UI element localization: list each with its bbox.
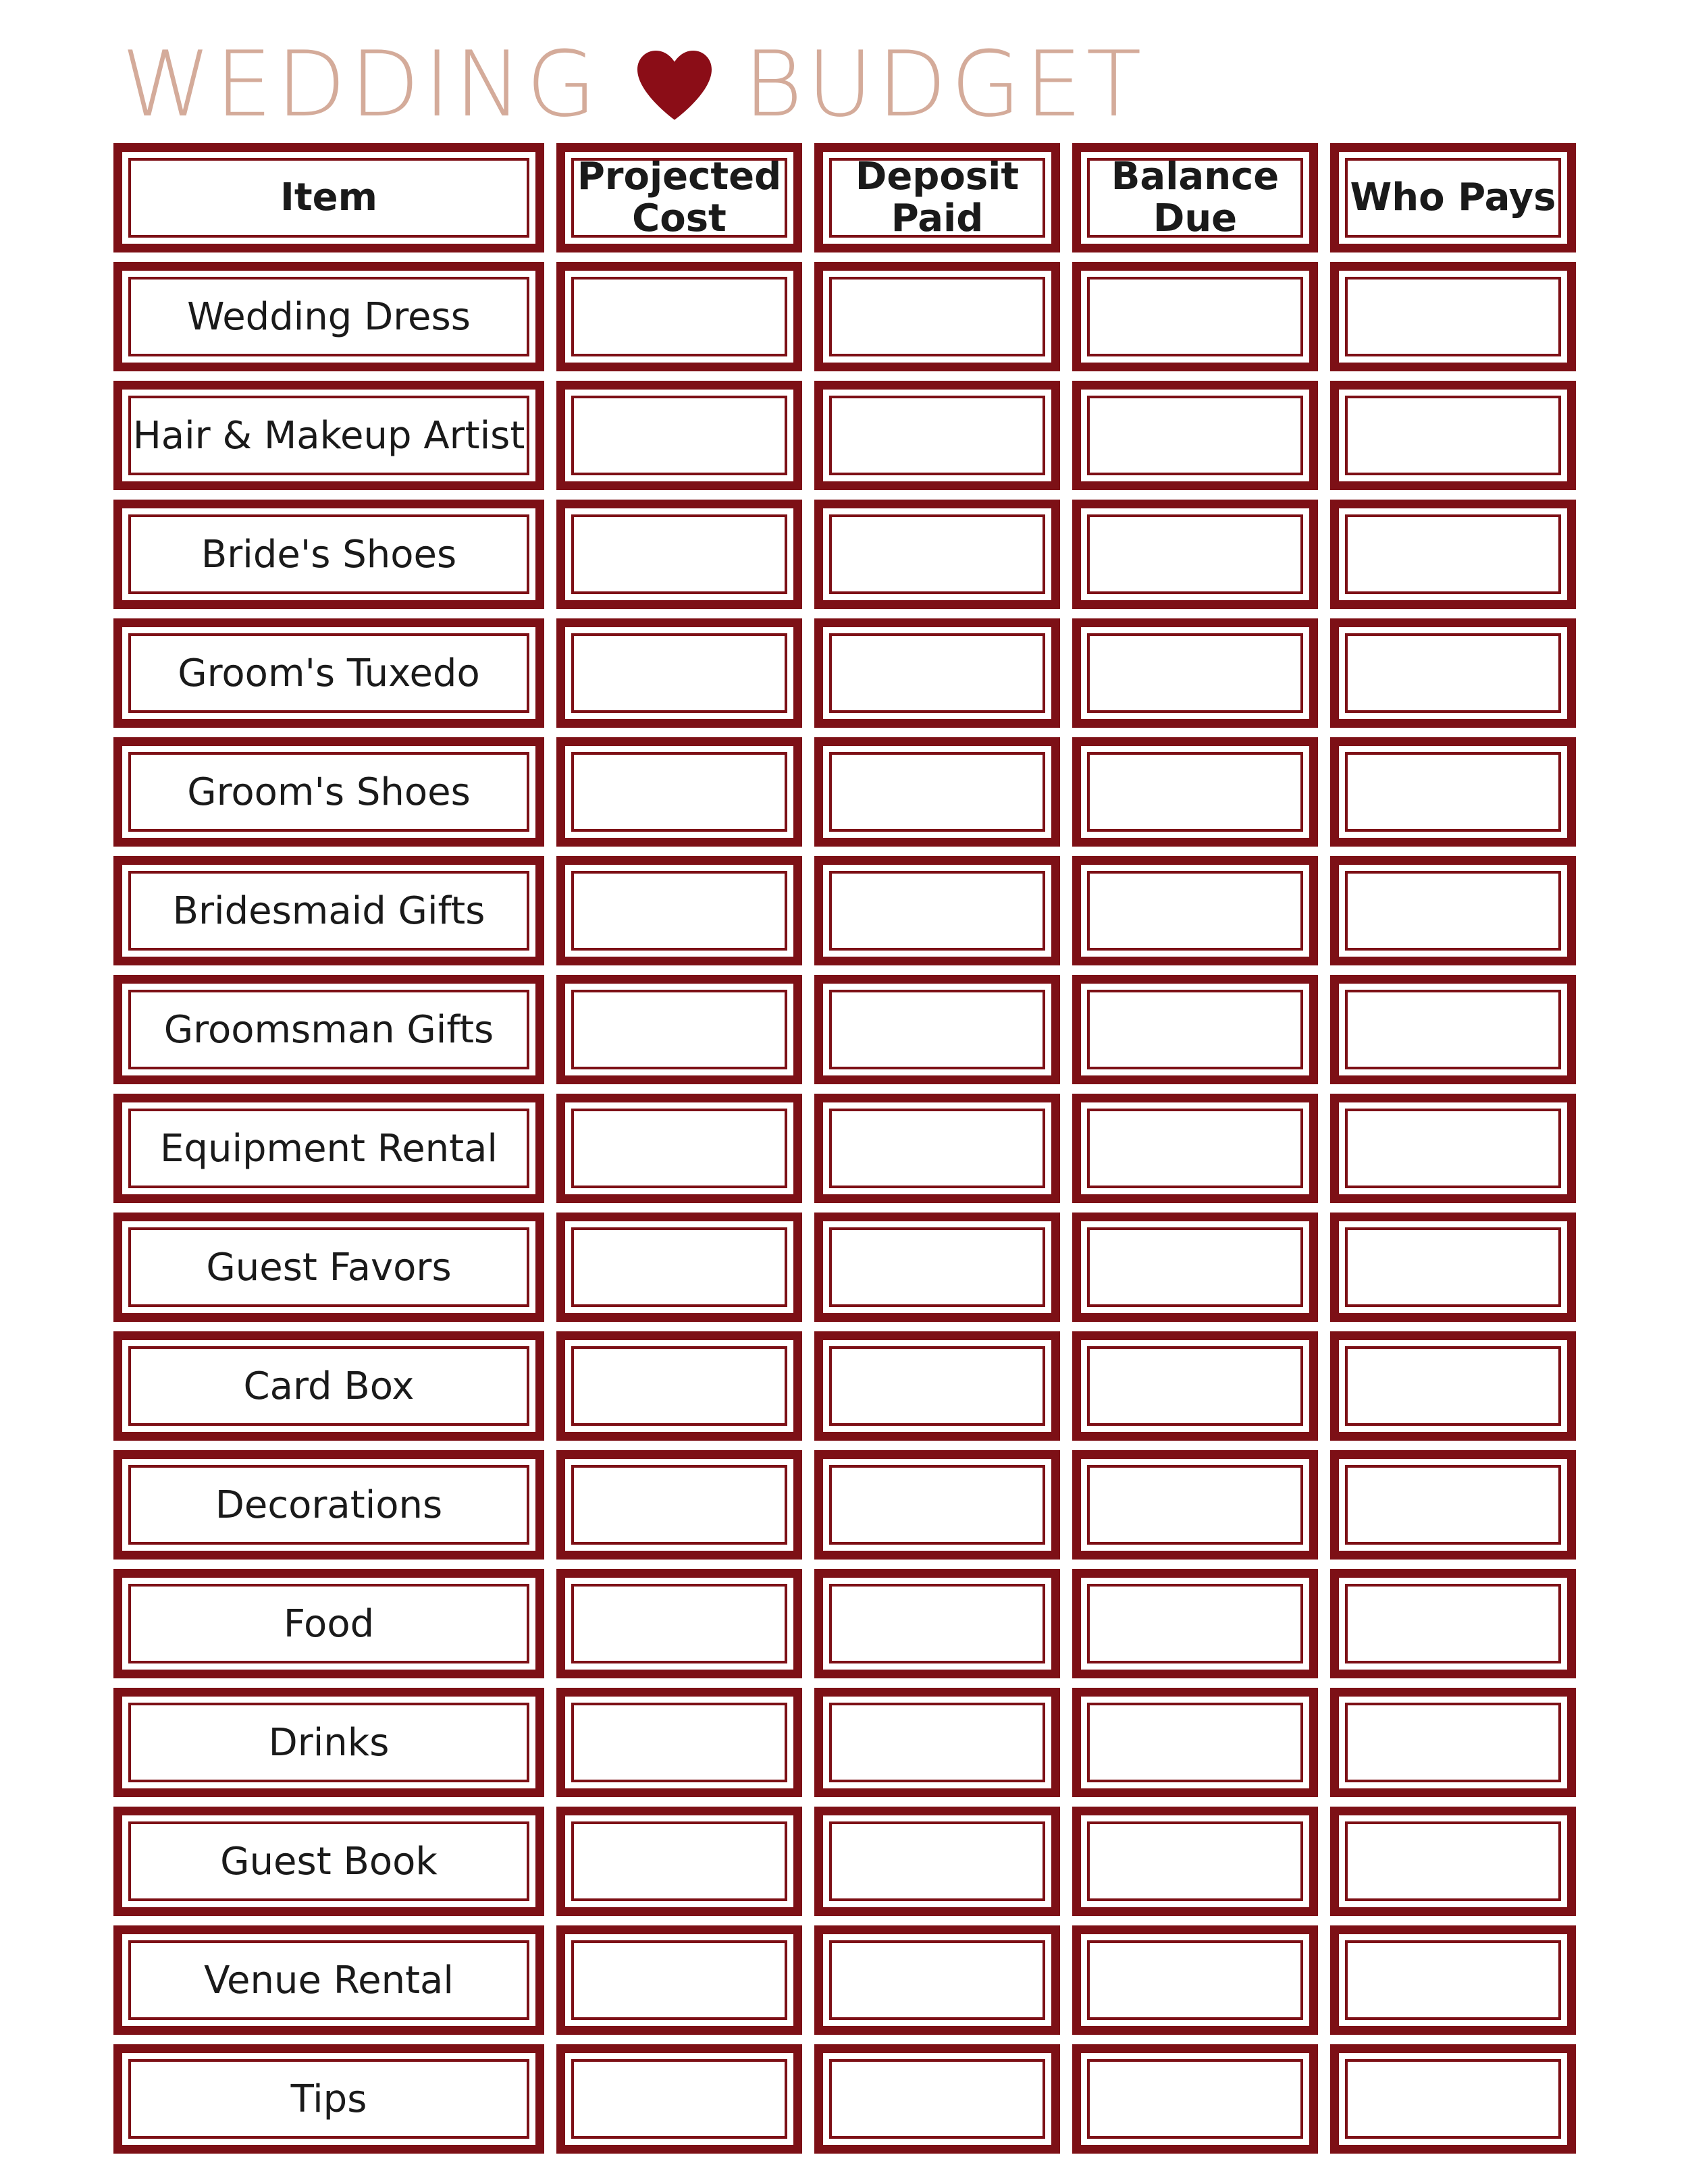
who-pays-field[interactable] [1330, 737, 1576, 847]
item-cell [113, 2044, 544, 2154]
who-pays-field[interactable] [1330, 1925, 1576, 2035]
deposit-paid-field[interactable] [814, 1450, 1060, 1560]
deposit-paid-field[interactable] [814, 975, 1060, 1084]
projected-cost-field[interactable] [556, 500, 802, 609]
projected-cost-field[interactable] [556, 856, 802, 965]
balance-due-field[interactable] [1072, 1331, 1318, 1441]
item-cell [113, 975, 544, 1084]
projected-cost-field[interactable] [556, 1688, 802, 1797]
balance-due-field[interactable] [1072, 381, 1318, 490]
projected-cost-field[interactable] [556, 381, 802, 490]
deposit-paid-field[interactable] [814, 856, 1060, 965]
item-cell [113, 1807, 544, 1916]
item-cell [113, 1213, 544, 1322]
who-pays-field[interactable] [1330, 262, 1576, 371]
balance-due-field[interactable] [1072, 1688, 1318, 1797]
projected-cost-field[interactable] [556, 1450, 802, 1560]
item-cell [113, 381, 544, 490]
balance-due-field[interactable] [1072, 2044, 1318, 2154]
balance-due-field[interactable] [1072, 262, 1318, 371]
who-pays-field[interactable] [1330, 381, 1576, 490]
heart-icon [634, 47, 715, 122]
item-label: Card Box [243, 1364, 415, 1408]
deposit-paid-field[interactable] [814, 500, 1060, 609]
item-label: Food [283, 1601, 375, 1646]
balance-due-field[interactable] [1072, 1569, 1318, 1678]
deposit-paid-field[interactable] [814, 1094, 1060, 1203]
column-header-who-pays [1330, 143, 1576, 252]
projected-cost-field[interactable] [556, 1807, 802, 1916]
column-header-balance-due [1072, 143, 1318, 252]
who-pays-field[interactable] [1330, 1094, 1576, 1203]
title-right: BUDGET [743, 32, 1146, 137]
deposit-paid-field[interactable] [814, 1807, 1060, 1916]
deposit-paid-field[interactable] [814, 262, 1060, 371]
balance-due-field[interactable] [1072, 1807, 1318, 1916]
item-label: Groom's Shoes [187, 770, 471, 814]
item-label: Groomsman Gifts [163, 1007, 494, 1052]
who-pays-field[interactable] [1330, 1213, 1576, 1322]
item-cell [113, 500, 544, 609]
item-label: Tips [290, 2077, 367, 2121]
item-cell [113, 1450, 544, 1560]
projected-cost-field[interactable] [556, 262, 802, 371]
balance-due-field[interactable] [1072, 500, 1318, 609]
budget-table [113, 143, 1576, 2154]
who-pays-field[interactable] [1330, 1569, 1576, 1678]
item-label: Equipment Rental [160, 1126, 498, 1171]
item-label: Groom's Tuxedo [178, 651, 480, 695]
item-cell [113, 262, 544, 371]
title-left: WEDDING [122, 32, 601, 137]
item-cell [113, 1688, 544, 1797]
item-label: Bridesmaid Gifts [172, 888, 485, 933]
item-cell [113, 1094, 544, 1203]
projected-cost-field[interactable] [556, 737, 802, 847]
who-pays-field[interactable] [1330, 618, 1576, 728]
balance-due-field[interactable] [1072, 618, 1318, 728]
deposit-paid-field[interactable] [814, 381, 1060, 490]
who-pays-field[interactable] [1330, 1450, 1576, 1560]
item-cell [113, 856, 544, 965]
who-pays-field[interactable] [1330, 2044, 1576, 2154]
who-pays-field[interactable] [1330, 1688, 1576, 1797]
column-header-label: Item [280, 176, 377, 219]
projected-cost-field[interactable] [556, 618, 802, 728]
balance-due-field[interactable] [1072, 1925, 1318, 2035]
deposit-paid-field[interactable] [814, 737, 1060, 847]
item-label: Bride's Shoes [201, 532, 457, 577]
column-header-deposit-paid [814, 143, 1060, 252]
item-cell [113, 1569, 544, 1678]
who-pays-field[interactable] [1330, 856, 1576, 965]
item-label: Guest Favors [206, 1245, 452, 1289]
column-header-label: Balance Due [1111, 155, 1280, 240]
who-pays-field[interactable] [1330, 1331, 1576, 1441]
page-title [122, 34, 1145, 135]
column-header-label: Deposit Paid [855, 155, 1020, 240]
item-label: Drinks [268, 1720, 390, 1765]
item-label: Venue Rental [204, 1958, 454, 2002]
deposit-paid-field[interactable] [814, 1925, 1060, 2035]
item-label: Wedding Dress [187, 294, 471, 339]
item-label: Decorations [215, 1483, 443, 1527]
who-pays-field[interactable] [1330, 500, 1576, 609]
projected-cost-field[interactable] [556, 1925, 802, 2035]
item-label: Guest Book [220, 1839, 438, 1884]
item-cell [113, 618, 544, 728]
deposit-paid-field[interactable] [814, 1688, 1060, 1797]
projected-cost-field[interactable] [556, 2044, 802, 2154]
projected-cost-field[interactable] [556, 1569, 802, 1678]
projected-cost-field[interactable] [556, 975, 802, 1084]
deposit-paid-field[interactable] [814, 1213, 1060, 1322]
item-cell [113, 1331, 544, 1441]
column-header-item [113, 143, 544, 252]
deposit-paid-field[interactable] [814, 2044, 1060, 2154]
item-cell [113, 737, 544, 847]
projected-cost-field[interactable] [556, 1331, 802, 1441]
column-header-projected-cost [556, 143, 802, 252]
item-cell [113, 1925, 544, 2035]
deposit-paid-field[interactable] [814, 618, 1060, 728]
deposit-paid-field[interactable] [814, 1331, 1060, 1441]
balance-due-field[interactable] [1072, 1450, 1318, 1560]
deposit-paid-field[interactable] [814, 1569, 1060, 1678]
who-pays-field[interactable] [1330, 1807, 1576, 1916]
projected-cost-field[interactable] [556, 1213, 802, 1322]
column-header-label: Who Pays [1350, 176, 1556, 219]
item-label: Hair & Makeup Artist [132, 413, 525, 458]
balance-due-field[interactable] [1072, 737, 1318, 847]
projected-cost-field[interactable] [556, 1094, 802, 1203]
who-pays-field[interactable] [1330, 975, 1576, 1084]
column-header-label: Projected Cost [577, 155, 782, 240]
balance-due-field[interactable] [1072, 1094, 1318, 1203]
balance-due-field[interactable] [1072, 856, 1318, 965]
balance-due-field[interactable] [1072, 1213, 1318, 1322]
balance-due-field[interactable] [1072, 975, 1318, 1084]
